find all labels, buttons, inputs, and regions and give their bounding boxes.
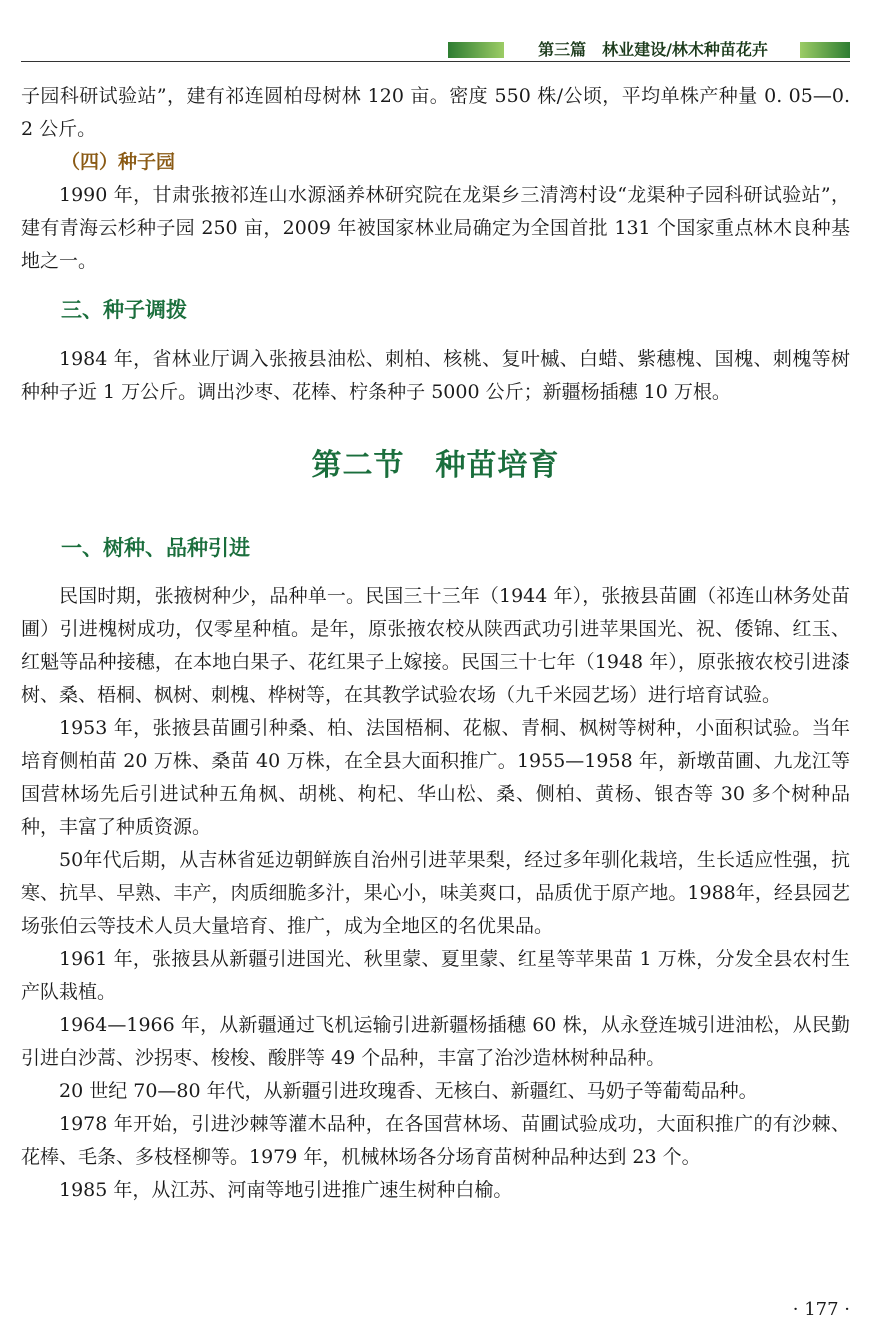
header-rule bbox=[21, 61, 850, 62]
header-bar-left bbox=[448, 42, 504, 58]
paragraph-top: 子园科研试验站”，建有祁连圆柏母树林 120 亩。密度 550 株/公顷，平均单株产种量 0. 05—0. 2 公斤。 bbox=[21, 85, 850, 140]
paragraph-seed-orchard: 1990 年，甘肃张掖祁连山水源涵养林研究院在龙渠乡三清湾村设“龙渠种子园科研试验站”，建有青海云杉种子园 250 亩，2009 年被国家林业局确定为全国首批 131 个国家重点林木良种基地之一。 bbox=[21, 184, 850, 272]
page-body bbox=[21, 80, 850, 1207]
header-title: 第三篇 林业建设/林木种苗花卉 bbox=[538, 40, 768, 59]
paragraph-group bbox=[21, 580, 850, 1207]
paragraph-1984: 1984 年，省林业厅调入张掖县油松、刺柏、核桃、复叶槭、白蜡、紫穗槐、国槐、刺槐等树种种子近 1 万公斤。调出沙枣、花棒、柠条种子 5000 公斤；新疆杨插穗 10 万根。 bbox=[21, 348, 850, 403]
paragraph: 20 世纪 70—80 年代，从新疆引进玫瑰香、无核白、新疆红、马奶子等葡萄品种。 bbox=[59, 1080, 758, 1102]
header-bar-right bbox=[800, 42, 850, 58]
paragraph: 1953 年，张掖县苗圃引种桑、柏、法国梧桐、花椒、青桐、枫树等树种，小面积试验。当年培育侧柏苗 20 万株、桑苗 40 万株，在全县大面积推广。1955—1958 年，新墩苗圃、九龙江等国营林场先后引进试种五角枫、胡桃、枸杞、华山松、桑、侧柏、黄杨、银杏等 30 多个树种品种，丰富了种质资源。 bbox=[21, 717, 850, 838]
heading-seed-transfer: 三、种子调拨 bbox=[61, 298, 187, 322]
paragraph: 50年代后期，从吉林省延边朝鲜族自治州引进苹果梨，经过多年驯化栽培，生长适应性强，抗寒、抗旱、早熟、丰产，肉质细脆多汁，果心小，味美爽口，品质优于原产地。1988年，经县园艺场张伯云等技术人员大量培育、推广，成为全地区的名优果品。 bbox=[21, 849, 850, 937]
paragraph: 1978 年开始，引进沙棘等灌木品种，在各国营林场、苗圃试验成功，大面积推广的有沙棘、花棒、毛条、多枝柽柳等。1979 年，机械林场各分场育苗树种品种达到 23 个。 bbox=[21, 1113, 850, 1168]
paragraph: 1964—1966 年，从新疆通过飞机运输引进新疆杨插穗 60 株，从永登连城引进油松，从民勤引进白沙蒿、沙拐枣、梭梭、酸胖等 49 个品种，丰富了治沙造林树种品种。 bbox=[21, 1014, 850, 1069]
paragraph: 1961 年，张掖县从新疆引进国光、秋里蒙、夏里蒙、红星等苹果苗 1 万株，分发全县农村生产队栽植。 bbox=[21, 948, 850, 1003]
heading-species-introduction: 一、树种、品种引进 bbox=[61, 536, 250, 560]
paragraph: 1985 年，从江苏、河南等地引进推广速生树种白榆。 bbox=[59, 1179, 513, 1201]
running-header bbox=[0, 40, 871, 60]
paragraph: 民国时期，张掖树种少，品种单一。民国三十三年（1944 年），张掖县苗圃（祁连山林务处苗圃）引进槐树成功，仅零星种植。是年，原张掖农校从陕西武功引进苹果国光、祝、倭锦、红玉、红魁等品种接穗，在本地白果子、花红果子上嫁接。民国三十七年（1948 年），原张掖农校引进漆树、桑、梧桐、枫树、刺槐、桦树等，在其教学试验农场（九千米园艺场）进行培育试验。 bbox=[21, 585, 850, 706]
page-number: · 177 · bbox=[792, 1299, 850, 1320]
subheading-seed-orchard: （四）种子园 bbox=[61, 151, 176, 173]
section-title: 第二节 种苗培育 bbox=[311, 448, 560, 483]
